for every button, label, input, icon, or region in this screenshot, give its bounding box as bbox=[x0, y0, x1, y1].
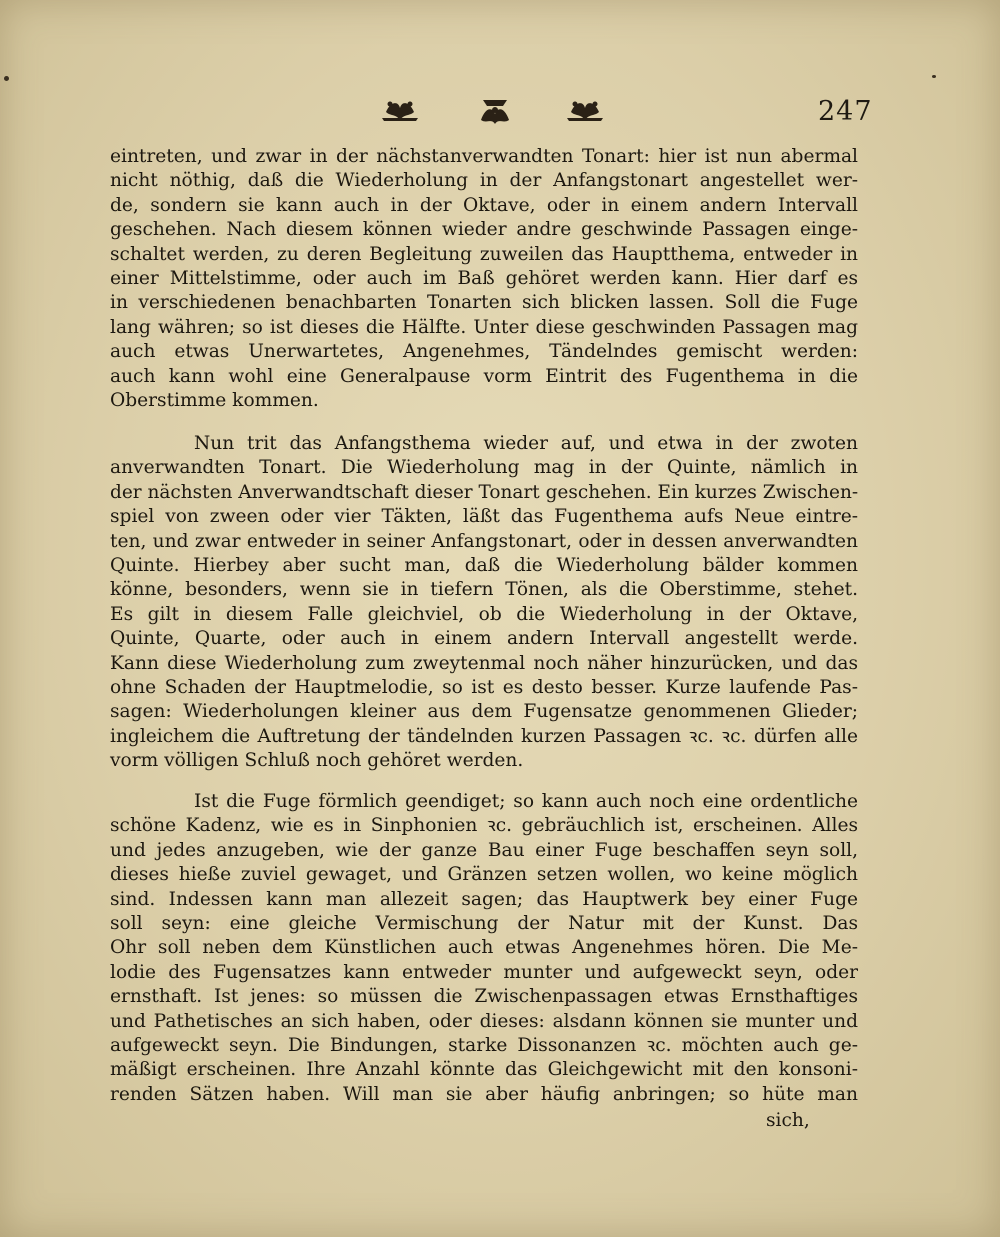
text-line: könne, besonders, wenn sie in tiefern Tönen, als die Oberstimme, stehet. bbox=[110, 579, 858, 601]
text-line: auch etwas Unerwartetes, Angenehmes, Tändelndes gemischt werden: bbox=[110, 341, 858, 363]
text-line: soll seyn: eine gleiche Vermischung der Natur mit der Kunst. Das bbox=[110, 913, 858, 935]
text-line: und Pathetisches an sich haben, oder dieses: alsdann können sie munter und bbox=[110, 1010, 858, 1032]
text-line: Kann diese Wiederholung zum zweytenmal noch näher hinzurücken, und das bbox=[110, 652, 858, 674]
text-line: lang währen; so ist dieses die Hälfte. Unter diese geschwinden Passagen mag bbox=[110, 316, 858, 338]
text-line: einer Mittelstimme, oder auch im Baß gehöret werden kann. Hier darf es bbox=[110, 268, 858, 290]
paragraph-3 bbox=[110, 790, 858, 1107]
page-number: 247 bbox=[818, 96, 873, 127]
text-line: de, sondern sie kann auch in der Oktave, oder in einem andern Intervall bbox=[110, 194, 858, 216]
text-line bbox=[110, 432, 858, 456]
text-line: ernsthaft. Ist jenes: so müssen die Zwischenpassagen etwas Ernsthaftiges bbox=[110, 986, 858, 1008]
paragraph-2 bbox=[110, 432, 858, 774]
text-line: aufgeweckt seyn. Die Bindungen, starke Dissonanzen ꝛc. möchten auch ge- bbox=[110, 1035, 858, 1057]
paragraph-1 bbox=[110, 145, 858, 413]
text-line: renden Sätzen haben. Will man sie aber häufig anbringen; so hüte man bbox=[110, 1083, 858, 1105]
text-line: Es gilt in diesem Falle gleichviel, ob die Wiederholung in der Oktave, bbox=[110, 603, 858, 625]
text-line: mäßigt erscheinen. Ihre Anzahl könnte das Gleichgewicht mit den konsoni- bbox=[110, 1059, 858, 1081]
text-line: der nächsten Anverwandtschaft dieser Tonart geschehen. Ein kurzes Zwischen- bbox=[110, 481, 859, 503]
text-line: vorm völligen Schluß noch gehöret werden. bbox=[110, 750, 524, 772]
text-line: sind. Indessen kann man allezeit sagen; das Hauptwerk bey einer Fuge bbox=[110, 888, 858, 910]
text-line: Quinte. Hierbey aber sucht man, daß die Wiederholung bälder kommen bbox=[110, 555, 858, 577]
text-line bbox=[110, 790, 858, 814]
text-line: nicht nöthig, daß die Wiederholung in der Anfangstonart angestellet wer- bbox=[110, 170, 858, 192]
paper-speck bbox=[4, 76, 9, 81]
text-line-content: Nun trit das Anfangsthema wieder auf, und etwa in der zwoten bbox=[194, 433, 858, 454]
text-line: ingleichem die Auftretung der tändelnden kurzen Passagen ꝛc. ꝛc. dürfen alle bbox=[110, 725, 858, 747]
text-line: geschehen. Nach diesem können wieder andre geschwinde Passagen einge- bbox=[110, 219, 858, 241]
text-line-content: Ist die Fuge förmlich geendiget; so kann auch noch eine ordentliche bbox=[194, 791, 858, 812]
text-line: auch kann wohl eine Generalpause vorm Eintrit des Fugenthema in die bbox=[110, 365, 858, 387]
text-line: in verschiedenen benachbarten Tonarten sich blicken lassen. Soll die Fuge bbox=[110, 292, 858, 314]
text-line: schaltet werden, zu deren Begleitung zuweilen das Hauptthema, entweder in bbox=[110, 243, 858, 265]
text-line: Oberstimme kommen. bbox=[110, 390, 319, 412]
text-line: spiel von zween oder vier Täkten, läßt das Fugenthema aufs Neue eintre- bbox=[110, 506, 858, 528]
text-line: anverwandten Tonart. Die Wiederholung mag in der Quinte, nämlich in bbox=[110, 457, 858, 479]
text-line: schöne Kadenz, wie es in Sinphonien ꝛc. gebräuchlich ist, erscheinen. Alles bbox=[110, 815, 858, 837]
text-line: dieses hieße zuviel gewaget, und Gränzen setzen wollen, wo keine möglich bbox=[110, 864, 858, 886]
text-line: ten, und zwar entweder in seiner Anfangstonart, oder in dessen anverwandten bbox=[110, 530, 858, 552]
paper-speck bbox=[932, 75, 936, 78]
text-line: ohne Schaden der Hauptmelodie, so ist es desto besser. Kurze laufende Pas- bbox=[110, 677, 858, 699]
catchword: sich, bbox=[766, 1110, 810, 1131]
text-line: sagen: Wiederholungen kleiner aus dem Fugensatze genommenen Glieder; bbox=[110, 701, 858, 723]
text-line: Ohr soll neben dem Künstlichen auch etwas Angenehmes hören. Die Me- bbox=[110, 937, 858, 959]
text-line: eintreten, und zwar in der nächstanverwandten Tonart: hier ist nun abermal bbox=[110, 146, 858, 167]
text-line: Quinte, Quarte, oder auch in einem andern Intervall angestellt werde. bbox=[110, 628, 858, 650]
fleuron-ornament-icon bbox=[380, 92, 610, 132]
text-line: und jedes anzugeben, wie der ganze Bau einer Fuge beschaffen seyn soll, bbox=[110, 839, 858, 861]
text-line: lodie des Fugensatzes kann entweder munter und aufgeweckt seyn, oder bbox=[110, 961, 858, 983]
